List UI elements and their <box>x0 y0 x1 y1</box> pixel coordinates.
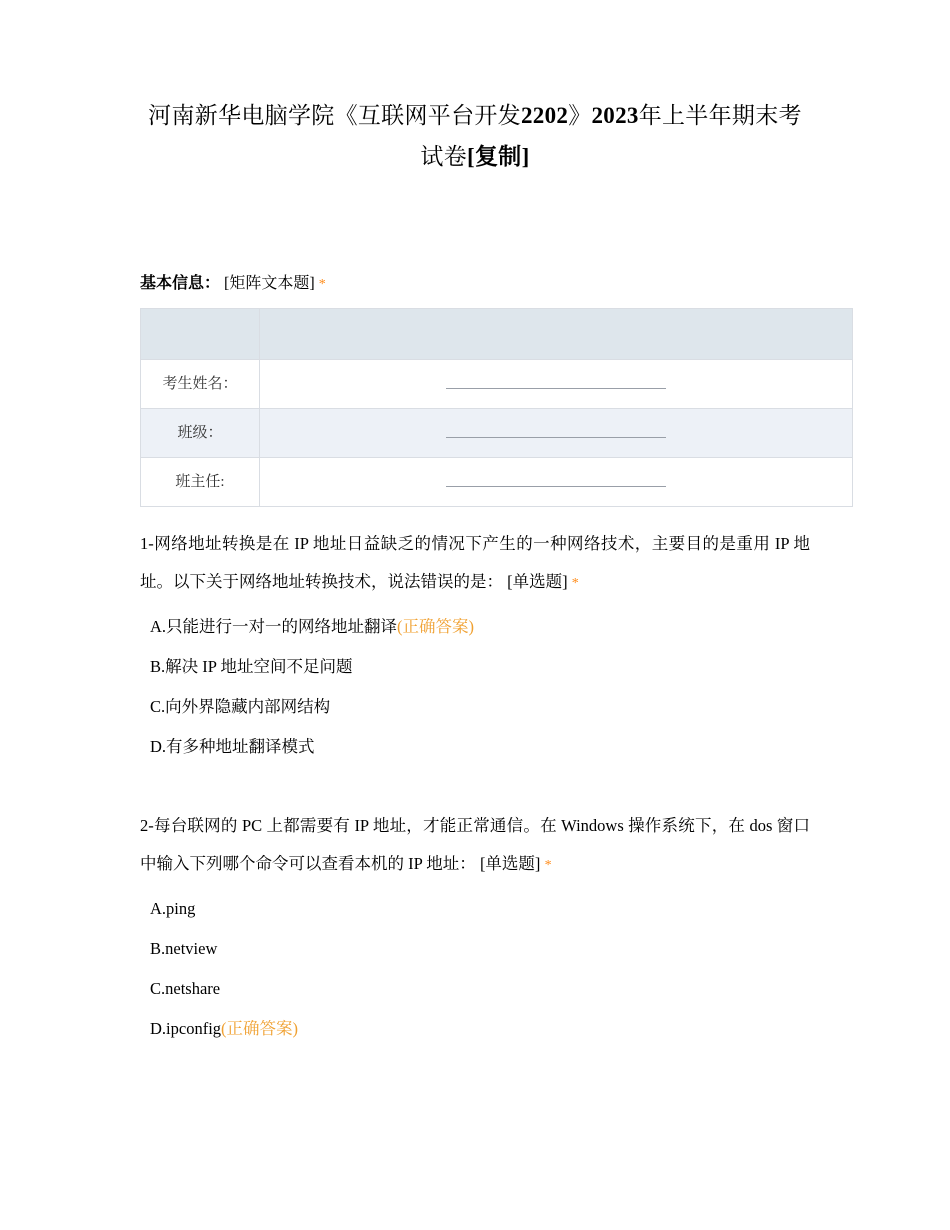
option-item[interactable] <box>150 889 810 929</box>
option-item[interactable] <box>150 1009 810 1049</box>
title-part-5: 年上半年期末考试卷 <box>420 103 802 169</box>
question-2-options <box>150 889 810 1049</box>
basic-info-type: [矩阵文本题] <box>224 275 315 292</box>
table-row <box>141 360 853 409</box>
option-label: D.有多种地址翻译模式 <box>150 737 315 756</box>
basic-info-label <box>140 273 810 296</box>
option-item[interactable] <box>150 687 810 727</box>
correct-answer-tag: (正确答案) <box>221 1019 299 1038</box>
question-1-body: 网络地址转换是在 IP 地址日益缺乏的情况下产生的一种网络技术，主要目的是重用 IP 地址。以下关于网络地址转换技术，说法错误的是： <box>140 534 810 591</box>
option-item[interactable] <box>150 969 810 1009</box>
table-cell-value <box>260 309 853 360</box>
title-part-6: [复制] <box>467 144 530 169</box>
option-item[interactable] <box>150 727 810 767</box>
table-cell-value[interactable] <box>260 360 853 409</box>
option-label: A.ping <box>150 899 196 918</box>
question-2-number: 2- <box>140 816 154 835</box>
option-label: D.ipconfig <box>150 1019 222 1038</box>
option-label: A.只能进行一对一的网络地址翻译 <box>150 617 398 636</box>
question-1-number: 1- <box>140 534 154 553</box>
class-input-blank[interactable] <box>446 423 666 438</box>
question-1-options <box>150 607 810 767</box>
question-2-text <box>140 807 810 885</box>
question-2-body: 每台联网的 PC 上都需要有 IP 地址，才能正常通信。在 Windows 操作系统下，在 dos 窗口中输入下列哪个命令可以查看本机的 IP 地址： <box>140 816 810 873</box>
title-part-4: 2023 <box>591 103 639 128</box>
required-asterisk: * <box>318 277 326 292</box>
teacher-input-blank[interactable] <box>446 472 666 487</box>
option-item[interactable] <box>150 607 810 647</box>
title-part-1: 河南新华电脑学院《互联网平台开发 <box>148 103 521 128</box>
page-title <box>140 95 810 177</box>
table-cell-value[interactable] <box>260 458 853 507</box>
basic-info-title: 基本信息： <box>140 275 221 292</box>
question-2-type: [单选题] <box>479 854 541 873</box>
option-label: B.解决 IP 地址空间不足问题 <box>150 657 353 676</box>
option-label: B.netview <box>150 939 218 958</box>
question-1-text <box>140 525 810 603</box>
table-row <box>141 409 853 458</box>
title-part-2: 2202 <box>520 103 569 128</box>
name-input-blank[interactable] <box>446 374 666 389</box>
table-cell-value[interactable] <box>260 409 853 458</box>
table-row <box>141 309 853 360</box>
title-part-3: 》 <box>568 103 592 128</box>
table-cell-label <box>141 309 260 360</box>
correct-answer-tag: (正确答案) <box>397 617 475 636</box>
question-1-type: [单选题] <box>507 572 568 591</box>
option-item[interactable] <box>150 929 810 969</box>
option-label: C.netshare <box>150 979 221 998</box>
table-row <box>141 458 853 507</box>
table-cell-label: 班级： <box>141 409 260 458</box>
table-cell-label: 考生姓名： <box>141 360 260 409</box>
option-label: C.向外界隐藏内部网结构 <box>150 697 331 716</box>
option-item[interactable] <box>150 647 810 687</box>
question-gap <box>140 767 810 789</box>
question-2-required: * <box>544 858 552 873</box>
question-1-required: * <box>571 576 579 591</box>
basic-info-table <box>140 308 853 507</box>
title-spacer <box>140 177 810 273</box>
table-cell-label: 班主任: <box>141 458 260 507</box>
